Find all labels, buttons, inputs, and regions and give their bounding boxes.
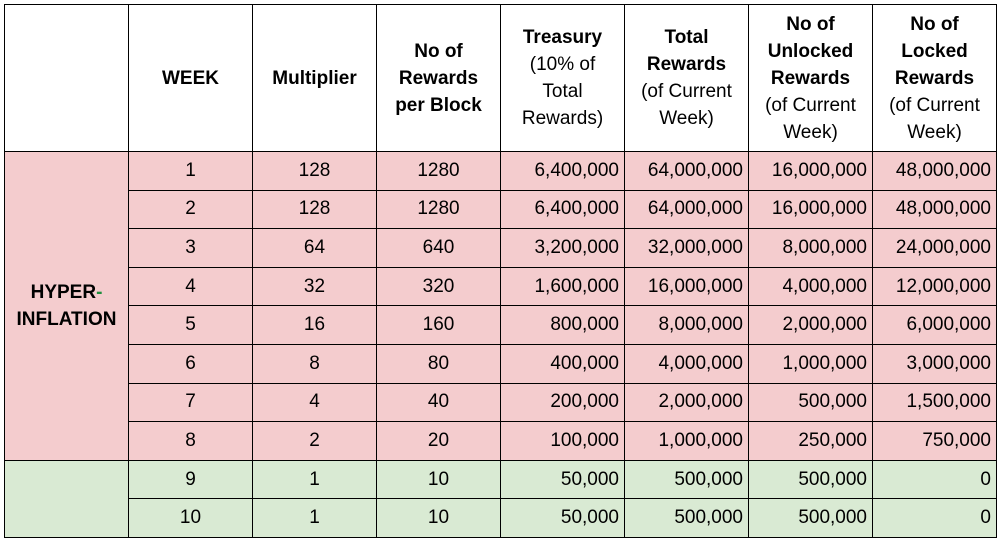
header-phase-blank bbox=[5, 5, 129, 152]
cell-multiplier: 1 bbox=[253, 499, 377, 538]
cell-total-rewards: 16,000,000 bbox=[625, 267, 749, 306]
cell-per-block: 640 bbox=[377, 229, 501, 268]
cell-multiplier: 16 bbox=[253, 306, 377, 345]
cell-locked: 1,500,000 bbox=[873, 383, 997, 422]
cell-per-block: 10 bbox=[377, 499, 501, 538]
cell-unlocked: 1,000,000 bbox=[749, 344, 873, 383]
cell-week: 8 bbox=[129, 422, 253, 461]
cell-locked: 12,000,000 bbox=[873, 267, 997, 306]
header-unlocked-rewards: No of Unlocked Rewards (of Current Week) bbox=[749, 5, 873, 152]
cell-total-rewards: 500,000 bbox=[625, 499, 749, 538]
cell-locked: 0 bbox=[873, 499, 997, 538]
cell-week: 3 bbox=[129, 229, 253, 268]
cell-multiplier: 4 bbox=[253, 383, 377, 422]
table-row bbox=[5, 306, 997, 345]
cell-total-rewards: 8,000,000 bbox=[625, 306, 749, 345]
header-multiplier: Multiplier bbox=[253, 5, 377, 152]
cell-locked: 6,000,000 bbox=[873, 306, 997, 345]
cell-multiplier: 1 bbox=[253, 460, 377, 499]
cell-treasury: 200,000 bbox=[501, 383, 625, 422]
header-total-rewards: Total Rewards (of Current Week) bbox=[625, 5, 749, 152]
table-row bbox=[5, 190, 997, 229]
cell-treasury: 400,000 bbox=[501, 344, 625, 383]
cell-per-block: 1280 bbox=[377, 152, 501, 191]
cell-locked: 48,000,000 bbox=[873, 152, 997, 191]
cell-per-block: 80 bbox=[377, 344, 501, 383]
phase-label-blank bbox=[5, 460, 129, 537]
cell-treasury: 6,400,000 bbox=[501, 152, 625, 191]
table-row bbox=[5, 422, 997, 461]
cell-unlocked: 4,000,000 bbox=[749, 267, 873, 306]
cell-total-rewards: 1,000,000 bbox=[625, 422, 749, 461]
cell-treasury: 50,000 bbox=[501, 460, 625, 499]
cell-treasury: 6,400,000 bbox=[501, 190, 625, 229]
table-row bbox=[5, 344, 997, 383]
cell-total-rewards: 64,000,000 bbox=[625, 190, 749, 229]
cell-treasury: 100,000 bbox=[501, 422, 625, 461]
table-row bbox=[5, 267, 997, 306]
cell-per-block: 160 bbox=[377, 306, 501, 345]
cell-per-block: 320 bbox=[377, 267, 501, 306]
cell-week: 5 bbox=[129, 306, 253, 345]
cell-locked: 3,000,000 bbox=[873, 344, 997, 383]
cell-locked: 48,000,000 bbox=[873, 190, 997, 229]
header-locked-rewards: No of Locked Rewards (of Current Week) bbox=[873, 5, 997, 152]
cell-unlocked: 500,000 bbox=[749, 383, 873, 422]
cell-multiplier: 64 bbox=[253, 229, 377, 268]
cell-treasury: 50,000 bbox=[501, 499, 625, 538]
cell-week: 9 bbox=[129, 460, 253, 499]
cell-unlocked: 16,000,000 bbox=[749, 152, 873, 191]
cell-multiplier: 32 bbox=[253, 267, 377, 306]
phase-label-hyperinflation: HYPER- INFLATION bbox=[5, 152, 129, 461]
cell-per-block: 20 bbox=[377, 422, 501, 461]
cell-week: 10 bbox=[129, 499, 253, 538]
table-row bbox=[5, 460, 997, 499]
cell-treasury: 1,600,000 bbox=[501, 267, 625, 306]
cell-total-rewards: 64,000,000 bbox=[625, 152, 749, 191]
cell-treasury: 800,000 bbox=[501, 306, 625, 345]
table-row bbox=[5, 152, 997, 191]
cell-locked: 0 bbox=[873, 460, 997, 499]
cell-unlocked: 500,000 bbox=[749, 499, 873, 538]
cell-multiplier: 128 bbox=[253, 152, 377, 191]
table-row bbox=[5, 499, 997, 538]
cell-unlocked: 16,000,000 bbox=[749, 190, 873, 229]
cell-total-rewards: 32,000,000 bbox=[625, 229, 749, 268]
cell-per-block: 40 bbox=[377, 383, 501, 422]
table-row bbox=[5, 229, 997, 268]
cell-week: 1 bbox=[129, 152, 253, 191]
header-rewards-per-block: No of Rewards per Block bbox=[377, 5, 501, 152]
cell-unlocked: 500,000 bbox=[749, 460, 873, 499]
cell-total-rewards: 500,000 bbox=[625, 460, 749, 499]
cell-locked: 24,000,000 bbox=[873, 229, 997, 268]
cell-total-rewards: 4,000,000 bbox=[625, 344, 749, 383]
cell-multiplier: 2 bbox=[253, 422, 377, 461]
cell-week: 6 bbox=[129, 344, 253, 383]
header-treasury: Treasury (10% of Total Rewards) bbox=[501, 5, 625, 152]
header-week: WEEK bbox=[129, 5, 253, 152]
cell-unlocked: 2,000,000 bbox=[749, 306, 873, 345]
cell-total-rewards: 2,000,000 bbox=[625, 383, 749, 422]
cell-unlocked: 250,000 bbox=[749, 422, 873, 461]
cell-locked: 750,000 bbox=[873, 422, 997, 461]
cell-week: 4 bbox=[129, 267, 253, 306]
cell-treasury: 3,200,000 bbox=[501, 229, 625, 268]
rewards-schedule-table bbox=[4, 4, 997, 538]
cell-unlocked: 8,000,000 bbox=[749, 229, 873, 268]
cell-per-block: 10 bbox=[377, 460, 501, 499]
cell-multiplier: 128 bbox=[253, 190, 377, 229]
cell-week: 7 bbox=[129, 383, 253, 422]
table-row bbox=[5, 383, 997, 422]
cell-week: 2 bbox=[129, 190, 253, 229]
header-row bbox=[5, 5, 997, 152]
cell-multiplier: 8 bbox=[253, 344, 377, 383]
cell-per-block: 1280 bbox=[377, 190, 501, 229]
